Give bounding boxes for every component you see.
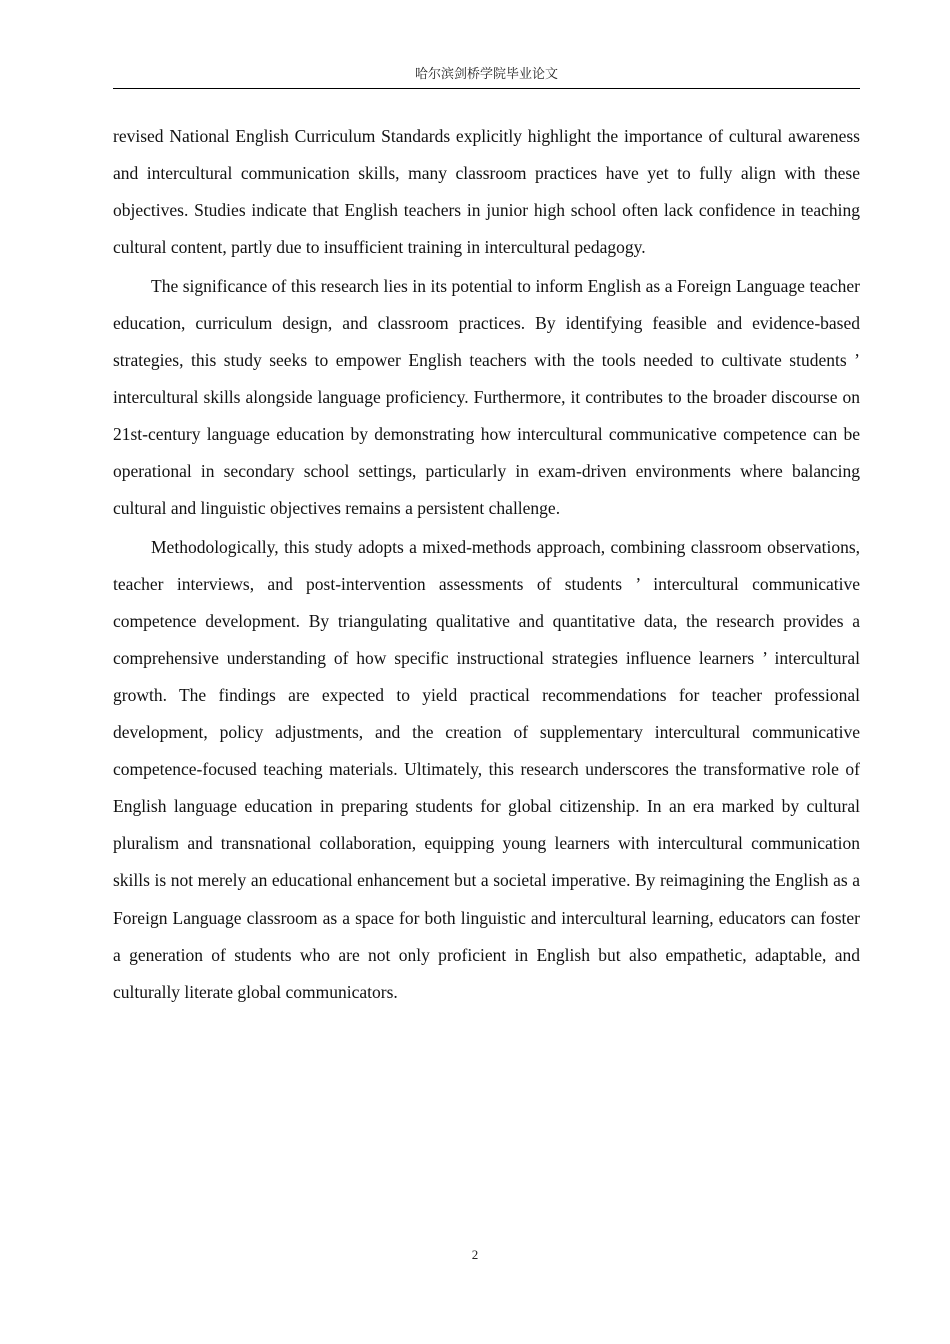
paragraph-significance: The significance of this research lies in its potential to inform English as a Foreign Language teacher education, curriculum design, and classroom practices. By identifying feasible and evidence-based strategies, this study seeks to empower English teachers with the tools needed to cultivate students ’ intercultural skills alongside language proficiency. Furthermore, it contributes to the broader discourse on 21st-century language education by demonstrating how intercultural communicative competence can be operational in secondary school settings, particularly in exam-driven environments where balancing cultural and linguistic objectives remains a persistent challenge. xyxy=(113,275,860,519)
paragraph-methodology: Methodologically, this study adopts a mixed-methods approach, combining classroom observations, teacher interviews, and post-intervention assessments of students ’ intercultural communicative competence development. By triangulating qualitative and quantitative data, the research provides a comprehensive understanding of how specific instructional strategies influence learners ’ intercultural growth. The findings are expected to yield practical recommendations for teacher professional development, policy adjustments, and the creation of supplementary intercultural communicative competence-focused teaching materials. Ultimately, this research underscores the transformative role of English language education in preparing students for global citizenship. In an era marked by cultural pluralism and transnational collaboration, equipping young learners with intercultural communication skills is not merely an educational enhancement but a societal imperative. By reimagining the English as a Foreign Language classroom as a space for both linguistic and intercultural learning, educators can foster a generation of students who are not only proficient in English but also empathetic, adaptable, and culturally literate global communicators. xyxy=(113,536,860,1002)
header-divider xyxy=(113,88,860,89)
page-number: 2 xyxy=(471,1247,479,1262)
body-text xyxy=(113,118,860,1012)
running-header: 哈尔滨剑桥学院毕业论文 xyxy=(414,67,558,82)
paragraph-continuation: revised National English Curriculum Standards explicitly highlight the importance of cultural awareness and intercultural communication skills, many classroom practices have yet to fully align with these objectives. Studies indicate that English teachers in junior high school often lack confidence in teaching cultural content, partly due to insufficient training in intercultural pedagogy. xyxy=(113,126,860,258)
